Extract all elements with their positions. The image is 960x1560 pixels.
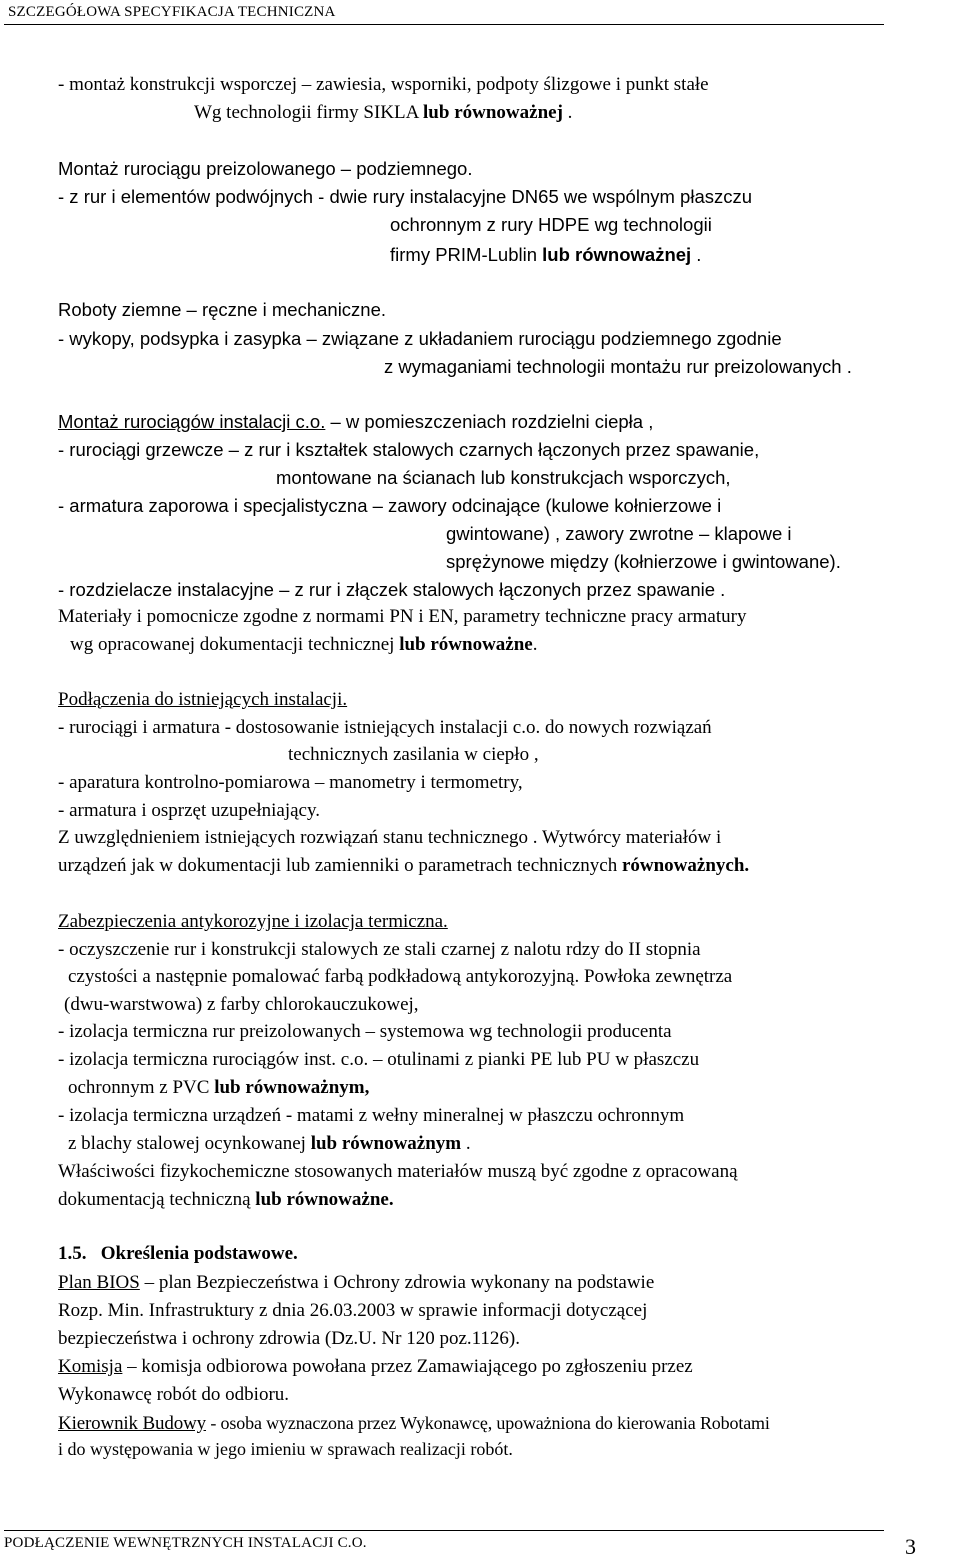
text-line: z wymaganiami technologii montażu rur preizolowanych . — [384, 356, 852, 377]
text-line: - armatura i osprzęt uzupełniający. — [58, 800, 321, 821]
section-heading: Podłączenia do istniejących instalacji. — [58, 689, 348, 710]
text-line: - montaż konstrukcji wsporczej – zawiesia, wsporniki, podpoty ślizgowe i punkt stałe — [58, 74, 709, 95]
text-line: ochronnym z PVC lub równoważnym, — [68, 1077, 370, 1098]
text-line: technicznych zasilania w ciepło , — [288, 744, 539, 765]
footer-rule — [4, 1530, 884, 1531]
text-line: montowane na ścianach lub konstrukcjach wsporczych, — [276, 467, 731, 488]
text-line: - wykopy, podsypka i zasypka – związane z układaniem rurociągu podziemnego zgodnie — [58, 328, 782, 349]
text-line: gwintowane) , zawory zwrotne – klapowe i — [446, 523, 792, 544]
text-line: - izolacja termiczna urządzeń - matami z wełny mineralnej w płaszczu ochronnym — [58, 1105, 685, 1126]
text-line: sprężynowe między (kołnierzowe i gwintowane). — [446, 551, 841, 572]
definition-term: Plan BIOS — [58, 1272, 140, 1293]
text-line: Materiały i pomocnicze zgodne z normami PN i EN, parametry techniczne pracy armatury — [58, 606, 747, 627]
text-line: - rurociągi grzewcze – z rur i kształtek stalowych czarnych łączonych przez spawanie, — [58, 439, 760, 460]
running-footer: PODŁĄCZENIE WEWNĘTRZNYCH INSTALACJI C.O. — [4, 1535, 367, 1551]
text-line: czystości a następnie pomalować farbą podkładową antykorozyjną. Powłoka zewnętrza — [68, 966, 733, 987]
definition-plan-bios: Plan BIOS – plan Bezpieczeństwa i Ochrony zdrowia wykonany na podstawie — [58, 1272, 655, 1293]
text-line: Wykonawcę robót do odbioru. — [58, 1384, 290, 1405]
text-line: - izolacja termiczna rurociągów inst. c.o. – otulinami z pianki PE lub PU w płaszczu — [58, 1049, 700, 1070]
header-rule — [4, 24, 884, 25]
text-line: Montaż rurociągu preizolowanego – podziemnego. — [58, 158, 473, 179]
definition-komisja: Komisja – komisja odbiorowa powołana przez Zamawiającego po zgłoszeniu przez — [58, 1356, 693, 1377]
text-line: ochronnym z rury HDPE wg technologii — [390, 214, 712, 235]
text-line: Właściwości fizykochemiczne stosowanych materiałów muszą być zgodne z opracowaną — [58, 1161, 738, 1182]
running-header: SZCZEGÓŁOWA SPECYFIKACJA TECHNICZNA — [8, 4, 336, 20]
text-line: (dwu-warstwowa) z farby chlorokauczukowej, — [64, 994, 419, 1015]
text-line: wg opracowanej dokumentacji technicznej lub równoważne. — [70, 634, 538, 655]
text-line: - rurociągi i armatura - dostosowanie istniejących instalacji c.o. do nowych rozwiązań — [58, 717, 712, 738]
text-line: Montaż rurociągów instalacji c.o. – w pomieszczeniach rozdzielni ciepła , — [58, 411, 654, 432]
text-line: - rozdzielacze instalacyjne – z rur i złączek stalowych łączonych przez spawanie . — [58, 579, 726, 600]
text-line: z blachy stalowej ocynkowanej lub równoważnym . — [68, 1133, 471, 1154]
text-line: - armatura zaporowa i specjalistyczna – zawory odcinające (kulowe kołnierzowe i — [58, 495, 722, 516]
text-line: Rozp. Min. Infrastruktury z dnia 26.03.2003 w sprawie informacji dotyczącej — [58, 1300, 648, 1321]
text-line: dokumentacją techniczną lub równoważne. — [58, 1189, 394, 1210]
text-line: - aparatura kontrolno-pomiarowa – manometry i termometry, — [58, 772, 523, 793]
text-line: urządzeń jak w dokumentacji lub zamienniki o parametrach technicznych równoważnych. — [58, 855, 750, 876]
text-line: bezpieczeństwa i ochrony zdrowia (Dz.U. Nr 120 poz.1126). — [58, 1328, 520, 1349]
text-line: Roboty ziemne – ręczne i mechaniczne. — [58, 299, 387, 320]
text-line: Wg technologii firmy SIKLA lub równoważnej . — [194, 102, 573, 123]
definition-kierownik-budowy: Kierownik Budowy - osoba wyznaczona przez Wykonawcę, upoważniona do kierowania Robotami — [58, 1413, 770, 1434]
definition-term: Kierownik Budowy — [58, 1413, 207, 1434]
text-line: firmy PRIM-Lublin lub równoważnej . — [390, 244, 702, 265]
section-heading: Zabezpieczenia antykorozyjne i izolacja termiczna. — [58, 911, 448, 932]
section-number: 1.5. — [58, 1243, 87, 1264]
section-title: 1.5. Określenia podstawowe. — [58, 1243, 298, 1264]
text-line: - oczyszczenie rur i konstrukcji stalowych ze stali czarnej z nalotu rdzy do II stopnia — [58, 939, 701, 960]
definition-term: Komisja — [58, 1356, 123, 1377]
text-line: - z rur i elementów podwójnych - dwie rury instalacyjne DN65 we wspólnym płaszczu — [58, 186, 753, 207]
page-number: 3 — [905, 1534, 916, 1559]
text-line: i do występowania w jego imieniu w sprawach realizacji robót. — [58, 1439, 513, 1459]
text-line: - izolacja termiczna rur preizolowanych – systemowa wg technologii producenta — [58, 1021, 672, 1042]
text-line: Z uwzględnieniem istniejących rozwiązań stanu technicznego . Wytwórcy materiałów i — [58, 827, 722, 848]
